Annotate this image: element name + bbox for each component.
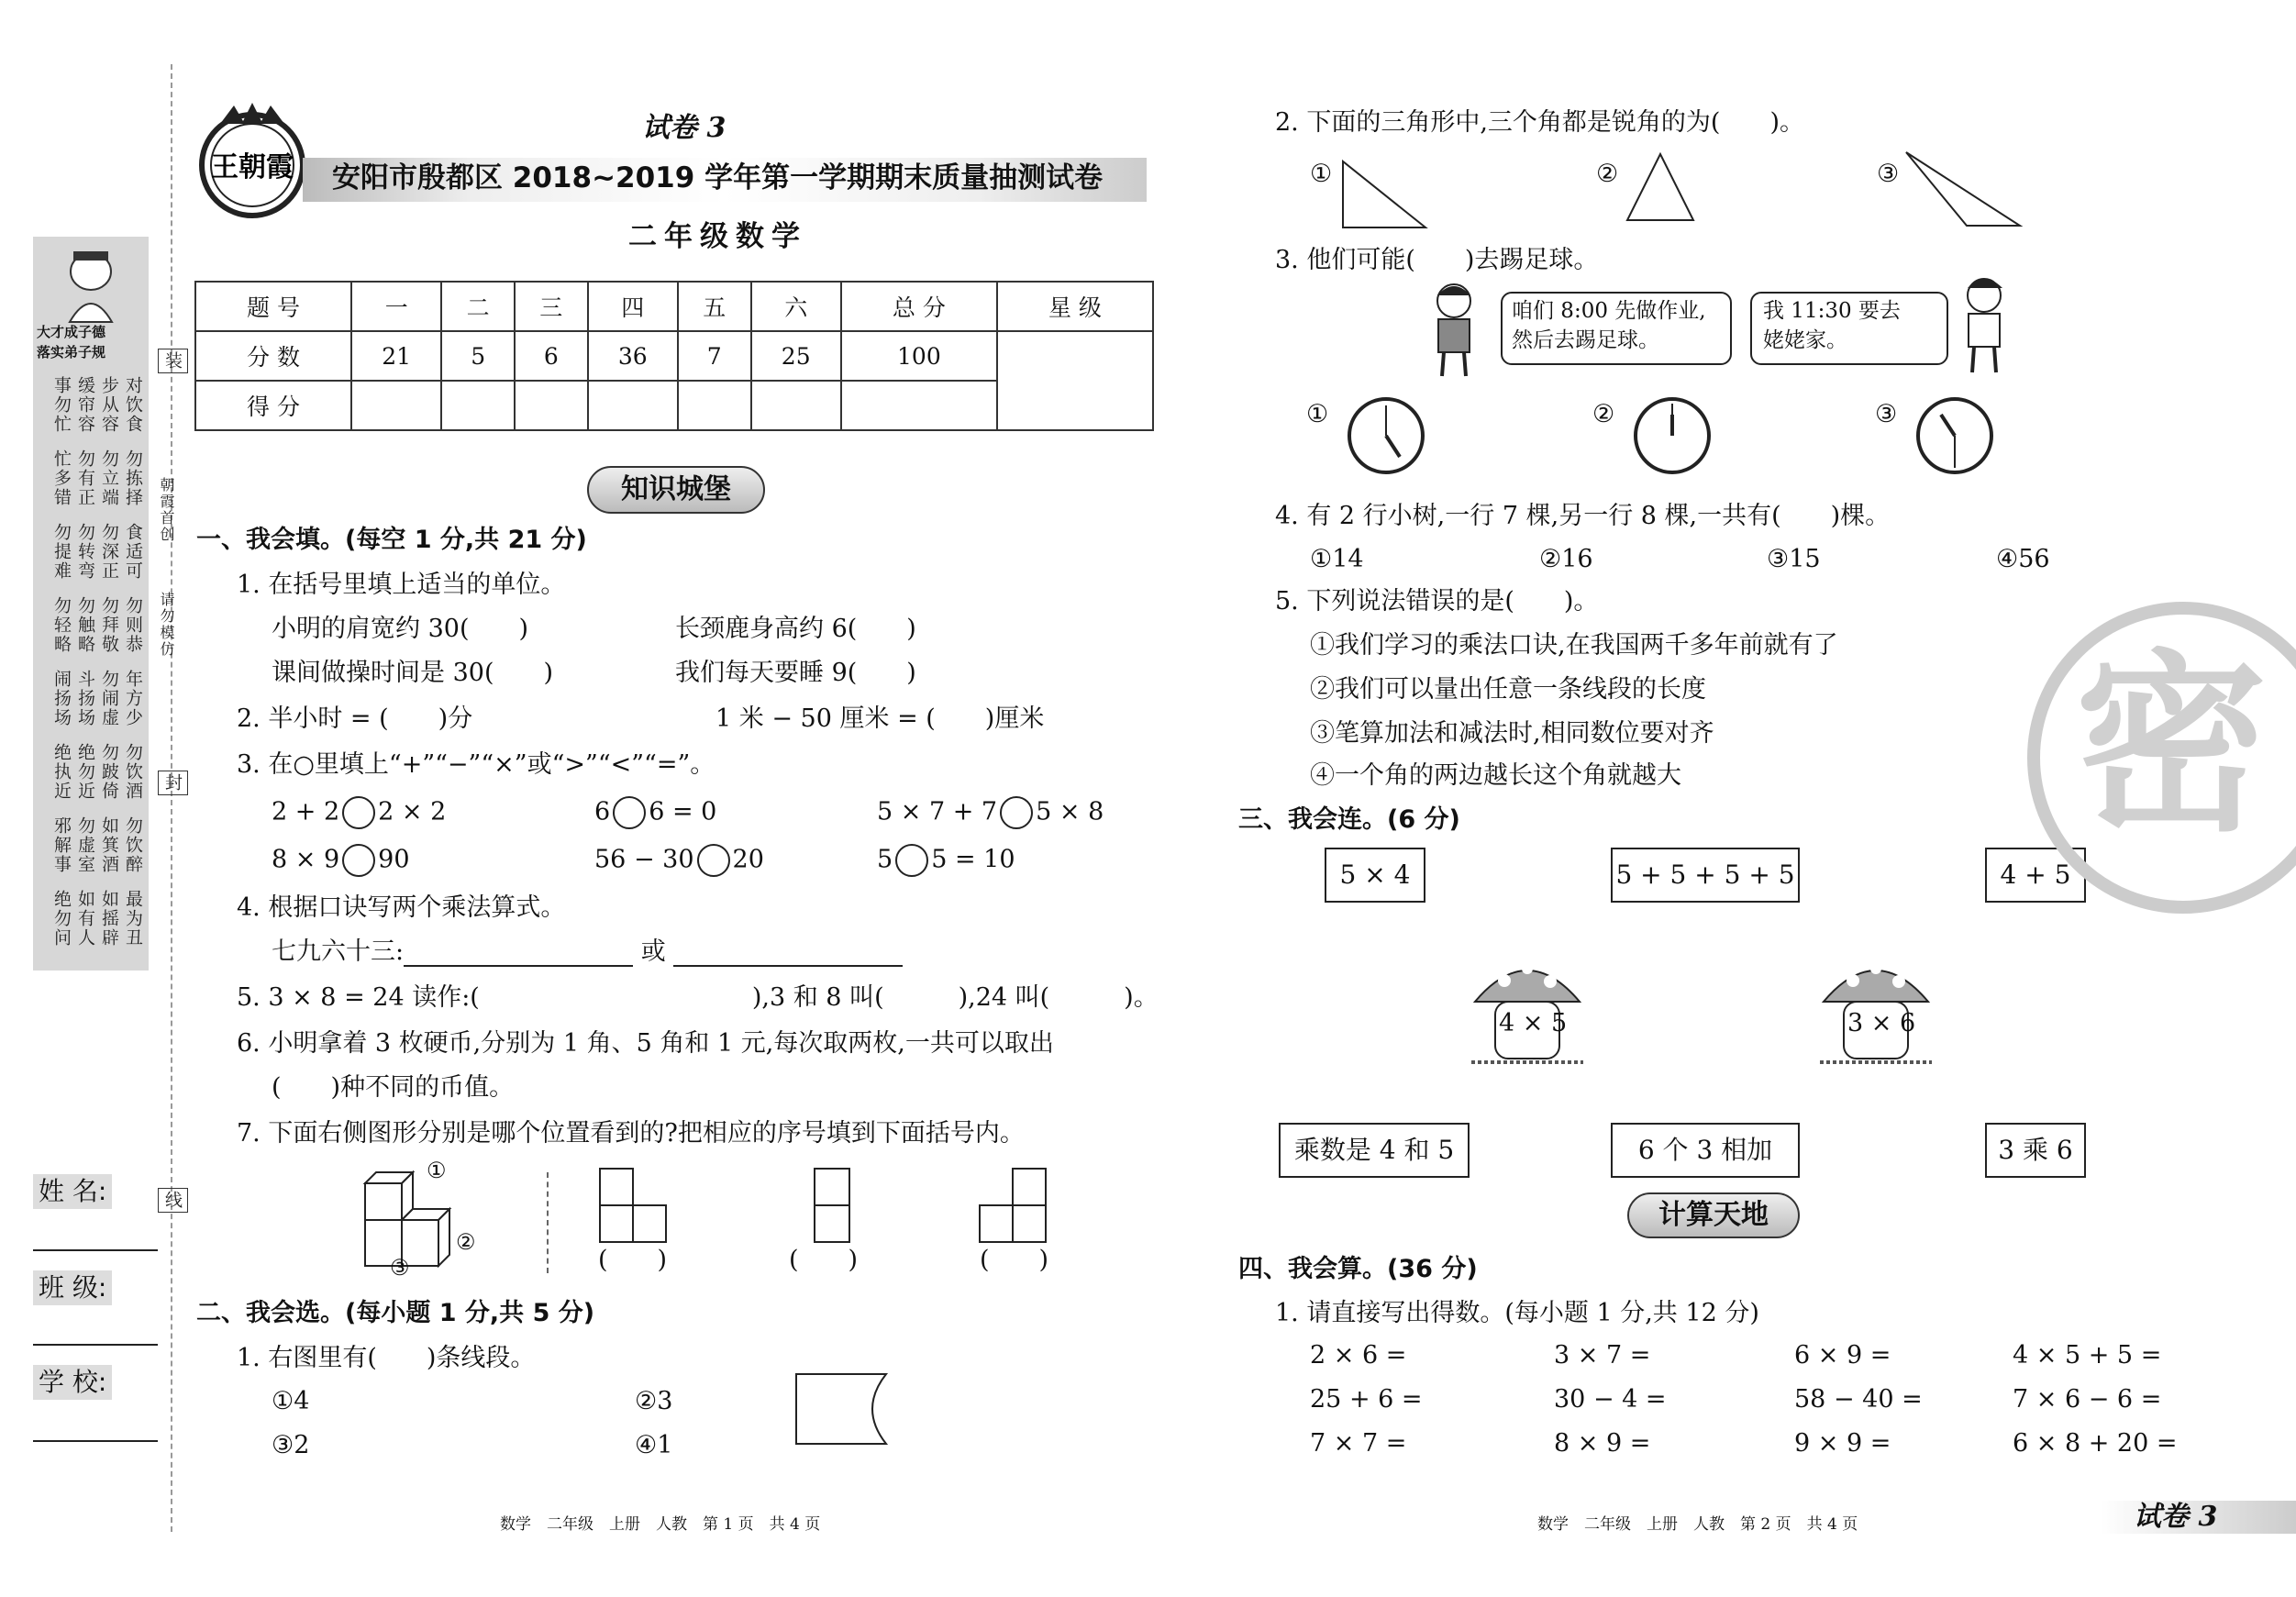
view-shape-b (813, 1167, 853, 1244)
sidebar-verse-column: 闹扬场 (51, 670, 72, 727)
cell: 总 分 (841, 282, 997, 331)
cell: 6 (515, 331, 588, 381)
cell: 三 (515, 282, 588, 331)
q3-item: 56 − 30 20 (594, 844, 764, 877)
score-input[interactable] (351, 381, 441, 430)
r-q5-text: 5. 下列说法错误的是( )。 (1275, 587, 1599, 616)
footer-left: 数学 二年级 上册 人教 第 1 页 共 4 页 (500, 1515, 821, 1534)
q7-label-1: ① (427, 1158, 447, 1183)
sidebar-verse-column: 勿则恭 (123, 596, 143, 654)
s4q1-text: 1. 请直接写出得数。(每小题 1 分,共 12 分) (1275, 1299, 1759, 1327)
star-cell[interactable] (997, 331, 1153, 430)
sidebar-verse-column: 勿触略 (75, 596, 95, 654)
boy-left-figure (1422, 281, 1486, 382)
q3-item: 8 × 9 90 (272, 844, 410, 877)
field-class-line[interactable] (33, 1344, 158, 1346)
exam-subject: 二年级数学 (628, 220, 807, 253)
section4-title: 四、我会算。(36 分) (1238, 1255, 1478, 1283)
q1a: 小明的肩宽约 30( ) (272, 615, 529, 643)
triangle-acute (1624, 150, 1697, 224)
sidebar-verse-column: 最为丑 (123, 890, 143, 948)
blank-circle[interactable] (342, 844, 375, 877)
calc-item[interactable]: 9 × 9 = (1794, 1429, 1891, 1458)
bubble-right-line1: 我 11:30 要去 (1763, 299, 1901, 323)
calc-item[interactable]: 2 × 6 = (1310, 1341, 1407, 1370)
sidebar-verse-column: 事勿忙 (51, 376, 72, 434)
cell: 21 (351, 331, 441, 381)
q1c: 课间做操时间是 30( ) (272, 659, 554, 687)
calc-item[interactable]: 3 × 7 = (1554, 1341, 1651, 1370)
score-input[interactable] (441, 381, 515, 430)
score-table (194, 281, 1154, 431)
r-q5-opt[interactable]: ④一个角的两边越长这个角就越大 (1310, 761, 1681, 790)
field-name-line[interactable] (33, 1249, 158, 1251)
sidebar-verse-column: 勿跛倚 (99, 743, 119, 801)
r-q4-opt[interactable]: ①14 (1310, 545, 1364, 573)
q4-line: 七九六十三: 或 (272, 937, 903, 967)
q1d: 我们每天要睡 9( ) (675, 659, 916, 687)
blank-circle[interactable] (697, 844, 730, 877)
r-q3-text: 3. 他们可能( )去踢足球。 (1275, 246, 1599, 274)
r-q3-opt2[interactable]: ② (1592, 400, 1615, 428)
calc-item[interactable]: 6 × 9 = (1794, 1341, 1891, 1370)
score-input[interactable] (588, 381, 678, 430)
s2q1-opt[interactable]: ③2 (272, 1431, 310, 1459)
sidebar-verse-column: 如有人 (75, 890, 95, 948)
q7-text: 7. 下面右侧图形分别是哪个位置看到的?把相应的序号填到下面括号内。 (237, 1119, 1025, 1148)
cell: 星 级 (997, 282, 1153, 331)
r-q4-text: 4. 有 2 行小树,一行 7 棵,另一行 8 棵,一共有( )棵。 (1275, 502, 1891, 530)
cell: 36 (588, 331, 678, 381)
s2q1-text: 1. 右图里有( )条线段。 (237, 1344, 536, 1372)
score-row-header (195, 282, 1153, 331)
q5-text: 5. 3 × 8 = 24 读作:( ),3 和 8 叫( ),24 叫( )。 (237, 983, 1159, 1012)
q7-answer-3[interactable]: ( ) (980, 1246, 1049, 1274)
segment-figure (794, 1370, 923, 1449)
r-q2-opt1[interactable]: ① (1310, 160, 1333, 188)
sidebar-verse-column: 年方少 (123, 670, 143, 727)
cell: 100 (841, 331, 997, 381)
mushroom-icon (1816, 948, 1936, 1068)
side-mark-zhuang: 装 (158, 349, 188, 373)
section-badge-knowledge: 知识城堡 (587, 466, 765, 514)
sidebar-verse-column: 勿饮醉 (123, 816, 143, 874)
sidebar-verse-column: 邪解事 (51, 816, 72, 874)
section3-title: 三、我会连。(6 分) (1238, 805, 1460, 834)
sidebar-verse-column: 勿有正 (75, 449, 95, 507)
bubble-right-line2: 姥姥家。 (1763, 328, 1847, 352)
view-shape-a (598, 1167, 671, 1244)
cell: 7 (678, 331, 751, 381)
sidebar-verse-column: 勿饮酒 (123, 743, 143, 801)
footer-right: 数学 二年级 上册 人教 第 2 页 共 4 页 (1537, 1515, 1858, 1534)
s2q1-opt[interactable]: ④1 (635, 1431, 673, 1459)
calc-item[interactable]: 7 × 6 − 6 = (2013, 1385, 2162, 1414)
q6-text-b: ( )种不同的币值。 (272, 1073, 515, 1102)
side-mark-nocopy: 请勿模仿 (158, 592, 175, 658)
score-input[interactable] (678, 381, 751, 430)
cell: 得 分 (195, 381, 351, 430)
clock-icon (1631, 394, 1714, 477)
cell: 二 (441, 282, 515, 331)
q7-divider (547, 1172, 549, 1273)
svg-text:王朝霞: 王朝霞 (211, 151, 294, 183)
q3-text: 3. 在○里填上“+”“−”“×”或“>”“<”“=”。 (237, 750, 715, 779)
cell: 题 号 (195, 282, 351, 331)
q2a: 2. 半小时 = ( )分 (237, 704, 473, 733)
mushroom-icon (1468, 948, 1587, 1068)
cell: 5 (441, 331, 515, 381)
calc-item[interactable]: 7 × 7 = (1310, 1429, 1407, 1458)
sidebar-verse-column: 食适可 (123, 523, 143, 581)
sidebar-verse-column: 绝勿近 (75, 743, 95, 801)
sidebar-verse-column: 斗扬场 (75, 670, 95, 727)
sidebar-verse-column: 勿闹虚 (99, 670, 119, 727)
corner-badge: 试卷 3 (2134, 1501, 2218, 1533)
q3-item: 5 5 = 10 (877, 844, 1015, 877)
sidebar-verse-column: 勿提难 (51, 523, 72, 581)
cell: 六 (751, 282, 841, 331)
motto-line-2: 落实弟子规 (37, 344, 106, 360)
scholar-figure-icon (33, 244, 149, 327)
clock-icon (1345, 394, 1427, 477)
blank-circle[interactable] (1000, 796, 1033, 829)
score-row-points (195, 331, 1153, 381)
sidebar-verse-columns (37, 376, 147, 963)
section2-title: 二、我会选。(每小题 1 分,共 5 分) (196, 1299, 595, 1327)
boy-right-figure (1952, 275, 2016, 378)
match-box-bottom-2[interactable]: 6 个 3 相加 (1611, 1123, 1800, 1178)
answer-line[interactable] (404, 965, 633, 967)
calc-item[interactable]: 25 + 6 = (1310, 1385, 1423, 1414)
exam-title: 安阳市殷都区 2018~2019 学年第一学期期末质量抽测试卷 (332, 161, 1104, 194)
blank-circle[interactable] (613, 796, 646, 829)
calc-item[interactable]: 30 − 4 = (1554, 1385, 1667, 1414)
s2q1-opt[interactable]: ①4 (272, 1387, 310, 1415)
bubble-left-line2: 然后去踢足球。 (1512, 328, 1659, 352)
r-q5-opt[interactable]: ③笔算加法和减法时,相同数位要对齐 (1310, 719, 1714, 748)
sidebar-verse-column: 勿拜敬 (99, 596, 119, 654)
brand-logo-seal (193, 101, 312, 220)
q6-text-a: 6. 小明拿着 3 枚硬币,分别为 1 角、5 角和 1 元,每次取两枚,一共可以取出 (237, 1029, 1054, 1058)
sidebar-verse-column: 如箕酒 (99, 816, 119, 874)
sidebar-verse-column: 勿深正 (99, 523, 119, 581)
section1-title: 一、我会填。(每空 1 分,共 21 分) (196, 526, 587, 554)
field-school-label: 学 校: (33, 1365, 112, 1400)
sidebar-verse-column: 对饮食 (123, 376, 143, 434)
r-q4-opt[interactable]: ②16 (1539, 545, 1593, 573)
blank-circle[interactable] (342, 796, 375, 829)
q7-answer-2[interactable]: ( ) (789, 1246, 859, 1274)
r-q2-opt2[interactable]: ② (1596, 160, 1619, 188)
r-q3-opt3[interactable]: ③ (1875, 400, 1898, 428)
section-badge-calc: 计算天地 (1627, 1192, 1800, 1238)
side-mark-xian: 线 (158, 1188, 188, 1213)
q7-label-2: ② (456, 1229, 476, 1255)
r-q5-opt[interactable]: ①我们学习的乘法口诀,在我国两千多年前就有了 (1310, 631, 1838, 660)
calc-grid (1310, 1341, 2178, 1479)
cell: 25 (751, 331, 841, 381)
binding-line (171, 64, 172, 1532)
sidebar-verse-column: 勿拣择 (123, 449, 143, 507)
sidebar-verse-column: 忙多错 (51, 449, 72, 507)
q3-item: 6 6 = 0 (594, 796, 716, 829)
q4-text: 4. 根据口诀写两个乘法算式。 (237, 893, 566, 922)
exam-badge: 试卷 3 (642, 112, 727, 144)
sidebar-verse-column: 如摇辟 (99, 890, 119, 948)
score-input[interactable] (515, 381, 588, 430)
sidebar-verse-column: 绝勿问 (51, 890, 72, 948)
blank-circle[interactable] (895, 844, 928, 877)
sidebar-verse-column: 缓帘容 (75, 376, 95, 434)
q3-item: 5 × 7 + 7 5 × 8 (877, 796, 1104, 829)
match-box-bottom-1[interactable]: 乘数是 4 和 5 (1279, 1123, 1470, 1178)
cell: 分 数 (195, 331, 351, 381)
score-input[interactable] (751, 381, 841, 430)
match-box-bottom-3[interactable]: 3 乘 6 (1985, 1123, 2086, 1178)
calc-item[interactable]: 4 × 5 + 5 = (2013, 1341, 2162, 1370)
side-mark-brand: 朝霞首创 (158, 477, 175, 543)
calc-item[interactable]: 8 × 9 = (1554, 1429, 1651, 1458)
mushroom-label-2[interactable]: 3 × 6 (1847, 1009, 1916, 1037)
q1b: 长颈鹿身高约 6( ) (675, 615, 916, 643)
answer-line[interactable] (673, 965, 903, 967)
match-box-top-2[interactable]: 5 + 5 + 5 + 5 (1611, 848, 1800, 903)
cell: 四 (588, 282, 678, 331)
q1-text: 1. 在括号里填上适当的单位。 (237, 571, 566, 599)
sidebar-verse-column: 勿轻略 (51, 596, 72, 654)
cell: 一 (351, 282, 441, 331)
field-school-line[interactable] (33, 1440, 158, 1442)
score-input[interactable] (841, 381, 997, 430)
q7-label-3: ③ (390, 1255, 410, 1281)
sidebar-verse-column: 绝执近 (51, 743, 72, 801)
bubble-left-line1: 咱们 8:00 先做作业, (1512, 299, 1706, 323)
q2b: 1 米 − 50 厘米 = ( )厘米 (715, 704, 1045, 733)
sidebar-verse-column: 勿转弯 (75, 523, 95, 581)
r-q2-opt3[interactable]: ③ (1877, 160, 1900, 188)
r-q4-opt[interactable]: ③15 (1767, 545, 1821, 573)
calc-item[interactable]: 6 × 8 + 20 = (2013, 1429, 2178, 1458)
view-shape-c (978, 1167, 1051, 1244)
r-q3-opt1[interactable]: ① (1306, 400, 1329, 428)
calc-item[interactable]: 58 − 40 = (1794, 1385, 1923, 1414)
sidebar-verse-column: 勿立端 (99, 449, 119, 507)
sidebar-verse-column: 步从容 (99, 376, 119, 434)
match-box-top-1[interactable]: 5 × 4 (1325, 848, 1425, 903)
mushroom-label-1[interactable]: 4 × 5 (1499, 1009, 1568, 1037)
r-q4-opt[interactable]: ④56 (1996, 545, 2050, 573)
sidebar-verse-column: 勿虚室 (75, 816, 95, 874)
r-q5-opt[interactable]: ②我们可以量出任意一条线段的长度 (1310, 675, 1706, 704)
field-name-label: 姓 名: (33, 1174, 112, 1209)
q3-item: 2 + 2 2 × 2 (272, 796, 446, 829)
side-mark-feng: 封 (158, 771, 188, 795)
cell: 五 (678, 282, 751, 331)
q7-answer-1[interactable]: ( ) (598, 1246, 668, 1274)
field-class-label: 班 级: (33, 1270, 112, 1305)
triangle-right (1339, 158, 1431, 231)
match-box-top-3[interactable]: 4 + 5 (1985, 848, 2086, 903)
watermark-text: 密 (2075, 633, 2268, 858)
r-q2-text: 2. 下面的三角形中,三个角都是锐角的为( )。 (1275, 108, 1804, 137)
s2q1-opt[interactable]: ②3 (635, 1387, 673, 1415)
motto-line-1: 大才成子德 (37, 324, 106, 340)
triangle-obtuse (1902, 149, 2025, 231)
clock-icon (1913, 394, 1996, 477)
